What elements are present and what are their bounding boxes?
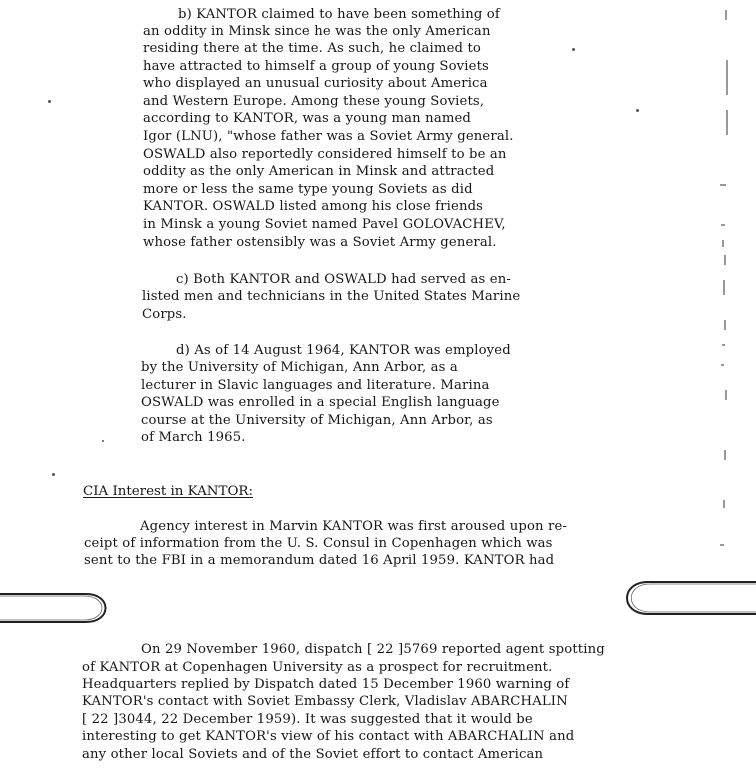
text-line: [ 22 ]3044, 22 December 1959). It was suggested that it would be (82, 712, 533, 727)
scan-edge-marks (710, 0, 756, 768)
scan-speck (52, 473, 55, 476)
text-line: according to KANTOR, was a young man named (143, 111, 472, 126)
text-line: interesting to get KANTOR's view of his contact with ABARCHALIN and (82, 729, 575, 744)
text-line: Headquarters replied by Dispatch dated 15 December 1960 warning of (82, 677, 570, 692)
text-line: any other local Soviets and of the Soviet effort to contact American (82, 747, 544, 762)
text-line: an oddity in Minsk since he was the only American (143, 24, 491, 39)
text-line: OSWALD also reportedly considered himself to be an (143, 147, 507, 162)
text-line: b) KANTOR claimed to have been something of (178, 7, 500, 22)
scan-speck (48, 100, 51, 103)
text-line: c) Both KANTOR and OSWALD had served as en- (176, 272, 512, 287)
text-line: Corps. (142, 307, 187, 322)
section-heading: CIA Interest in KANTOR: (83, 484, 254, 499)
scan-speck (636, 109, 639, 112)
text-line: listed men and technicians in the United States Marine (142, 289, 521, 304)
text-line: On 29 November 1960, dispatch [ 22 ]5769 reported agent spotting (141, 642, 605, 657)
text-line: sent to the FBI in a memorandum dated 16 April 1959. KANTOR had (84, 553, 555, 568)
text-line: of KANTOR at Copenhagen University as a prospect for recruitment. (82, 660, 553, 675)
text-line: whose father ostensibly was a Soviet Army general. (143, 235, 497, 250)
text-line: d) As of 14 August 1964, KANTOR was employed (176, 343, 511, 358)
text-line: OSWALD was enrolled in a special English language (141, 395, 500, 410)
paper-clip-mark-left (0, 584, 116, 628)
text-line: in Minsk a young Soviet named Pavel GOLOVACHEV, (143, 217, 506, 232)
text-line: Igor (LNU), "whose father was a Soviet Army general. (143, 129, 514, 144)
text-line: ceipt of information from the U. S. Consul in Copenhagen which was (84, 536, 553, 551)
text-line: by the University of Michigan, Ann Arbor, as a (141, 360, 458, 375)
text-line: course at the University of Michigan, Ann Arbor, as (141, 413, 493, 428)
text-line: residing there at the time. As such, he claimed to (143, 41, 481, 56)
scan-speck (572, 48, 575, 51)
text-line: oddity as the only American in Minsk and attracted (143, 164, 495, 179)
scan-speck (102, 440, 104, 442)
text-line: more or less the same type young Soviets as did (143, 182, 473, 197)
text-line: KANTOR's contact with Soviet Embassy Clerk, Vladislav ABARCHALIN (82, 694, 568, 709)
text-line: and Western Europe. Among these young Soviets, (143, 94, 485, 109)
text-line: lecturer in Slavic languages and literature. Marina (141, 378, 490, 393)
text-line: KANTOR. OSWALD listed among his close friends (143, 199, 484, 214)
text-line: who displayed an unusual curiosity about America (143, 76, 488, 91)
text-line: have attracted to himself a group of young Soviets (143, 59, 489, 74)
text-line: of March 1965. (141, 430, 246, 445)
text-line: Agency interest in Marvin KANTOR was first aroused upon re- (140, 519, 568, 534)
